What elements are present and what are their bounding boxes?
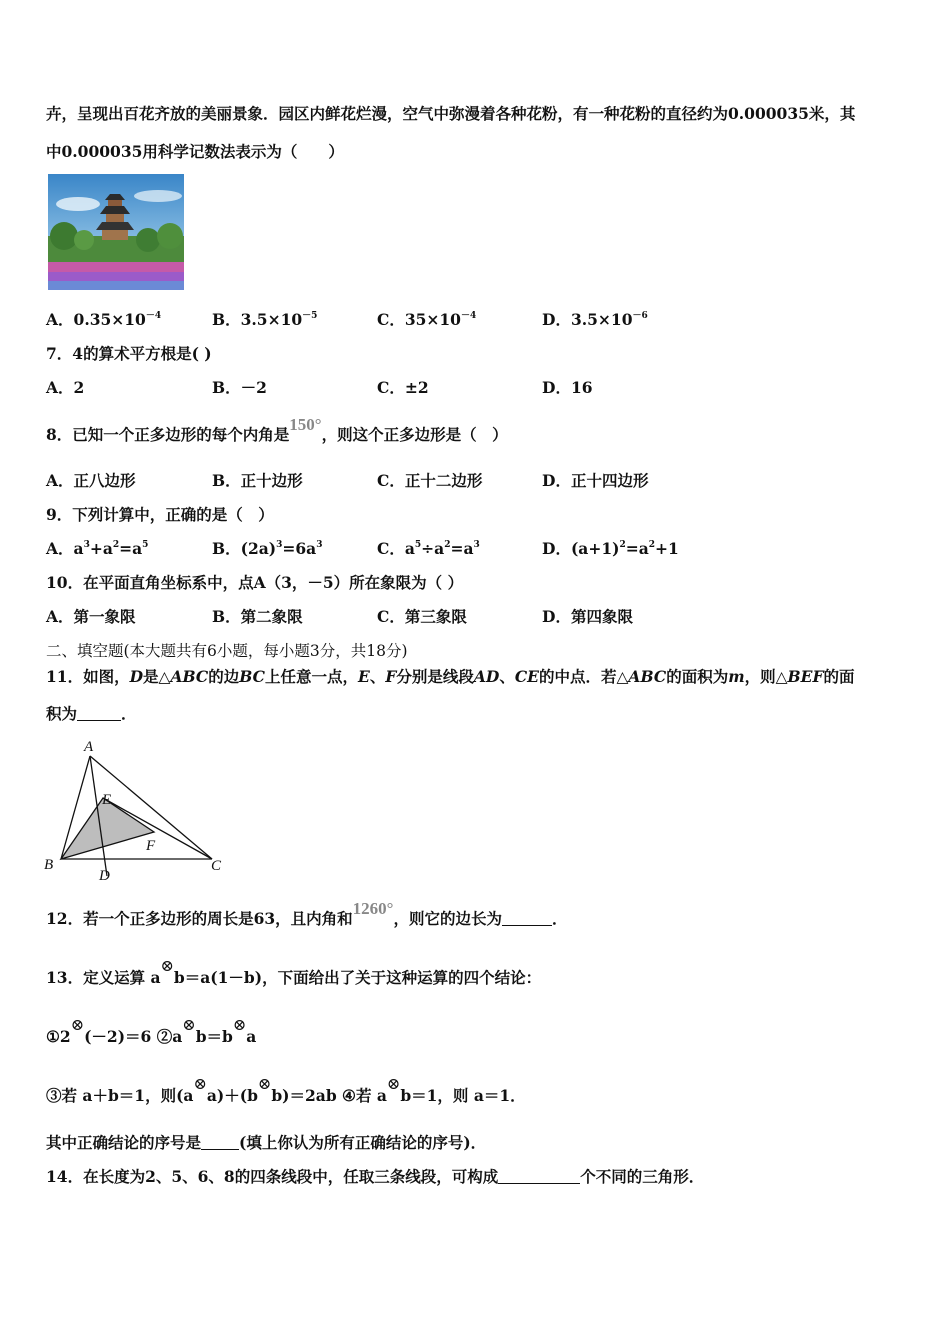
q11-stem-line1: 11．如图，D是△ABC的边BC上任意一点，E、F分别是线段AD、CE的中点．若△ABC的面积为m，则△BEF的面 <box>46 667 855 686</box>
q6-stem-line1: 卉，呈现出百花齐放的美丽景象．园区内鲜花烂漫，空气中弥漫着各种花粉，有一种花粉的直径约为0.000035米，其 <box>46 104 856 123</box>
q13-stem: 13．定义运算 a⊗b＝a(1－b)，下面给出了关于这种运算的四个结论： <box>46 956 542 987</box>
q7-option-a[interactable]: A．2 <box>46 378 85 397</box>
q12-answer-blank[interactable] <box>502 911 552 926</box>
q9-option-d[interactable]: D．$(a+1)^2=a^2+1$ <box>542 539 679 558</box>
q13-statements-1-2: ①2⊗(－2)＝6 ②a⊗b＝b⊗a <box>46 1015 257 1046</box>
q13-answer-line: 其中正确结论的序号是 (填上你认为所有正确结论的序号)． <box>46 1133 487 1152</box>
q10-option-a[interactable]: A．第一象限 <box>46 607 136 626</box>
q11-stem-line2: 积为 ． <box>46 704 137 723</box>
q10-option-c[interactable]: C．第三象限 <box>377 607 467 626</box>
q8-option-b[interactable]: B．正十边形 <box>212 471 303 490</box>
q13-answer-blank[interactable] <box>201 1135 239 1150</box>
q12-angle-sum-value: 1260° <box>352 899 394 918</box>
otimes-operator-icon: ⊗ <box>232 1015 247 1034</box>
vertex-label-f: F <box>146 838 156 854</box>
vertex-label-e: E <box>102 792 112 808</box>
q6-stem-line2: 中0.000035用科学记数法表示为（ ） <box>46 142 344 161</box>
vertex-label-b: B <box>44 857 54 873</box>
section-heading-fill-in: 二、填空题(本大题共有6小题，每小题3分，共18分) <box>46 642 408 660</box>
q8-stem: 8．已知一个正多边形的每个内角是150°，则这个正多边形是（ ） <box>46 415 508 444</box>
q14-stem: 14．在长度为2、5、6、8的四条线段中，任取三条线段，可构成 个不同的三角形． <box>46 1167 705 1186</box>
q7-options <box>46 376 906 398</box>
q7-stem: 7．4的算术平方根是( ) <box>46 344 212 363</box>
q6-options <box>46 308 906 330</box>
otimes-operator-icon: ⊗ <box>182 1015 196 1034</box>
q10-options <box>46 605 906 627</box>
q6-option-b[interactable]: B．$3.5\times 10^{-5}$ <box>212 310 318 329</box>
q8-option-c[interactable]: C．正十二边形 <box>377 471 483 490</box>
otimes-operator-icon: ⊗ <box>70 1015 85 1034</box>
garden-pagoda-photo <box>48 174 184 290</box>
q9-stem: 9．下列计算中，正确的是（ ） <box>46 505 274 524</box>
q10-stem: 10．在平面直角坐标系中，点A（3，－5）所在象限为（ ） <box>46 573 464 592</box>
q10-option-b[interactable]: B．第二象限 <box>212 607 303 626</box>
q9-option-c[interactable]: C．$a^5\div a^2=a^3$ <box>377 539 480 558</box>
q9-options <box>46 537 906 559</box>
otimes-operator-icon: ⊗ <box>386 1074 401 1093</box>
q14-answer-blank[interactable] <box>498 1169 580 1184</box>
q6-option-a[interactable]: A．$0.35\times 10^{-4}$ <box>46 310 162 329</box>
q12-stem: 12．若一个正多边形的周长是63，且内角和1260°，则它的边长为 ． <box>46 899 568 928</box>
q8-option-a[interactable]: A．正八边形 <box>46 471 136 490</box>
otimes-operator-icon: ⊗ <box>257 1074 272 1093</box>
q7-option-c[interactable]: C．±2 <box>377 378 429 397</box>
vertex-label-a: A <box>84 739 94 755</box>
otimes-operator-icon: ⊗ <box>193 1074 207 1093</box>
q9-option-b[interactable]: B．$(2a)^3=6a^3$ <box>212 539 323 558</box>
q6-option-c[interactable]: C．$35\times 10^{-4}$ <box>377 310 477 329</box>
vertex-label-c: C <box>211 858 222 874</box>
vertex-label-d: D <box>99 868 110 884</box>
q7-option-b[interactable]: B．－2 <box>212 378 267 397</box>
q11-answer-blank[interactable] <box>77 706 121 721</box>
triangle-abc-figure <box>40 734 240 884</box>
q8-options <box>46 469 906 491</box>
q13-statements-3-4: ③若 a＋b＝1，则(a⊗a)＋(b⊗b)＝2ab ④若 a⊗b＝1，则 a＝1． <box>46 1074 526 1105</box>
q10-option-d[interactable]: D．第四象限 <box>542 607 633 626</box>
q7-option-d[interactable]: D．16 <box>542 378 593 397</box>
q8-option-d[interactable]: D．正十四边形 <box>542 471 649 490</box>
q9-option-a[interactable]: A．$a^3+a^2=a^5$ <box>46 539 149 558</box>
q8-angle-value: 150° <box>289 415 322 434</box>
q6-option-d[interactable]: D．$3.5\times 10^{-6}$ <box>542 310 648 329</box>
otimes-operator-icon: ⊗ <box>160 956 174 975</box>
